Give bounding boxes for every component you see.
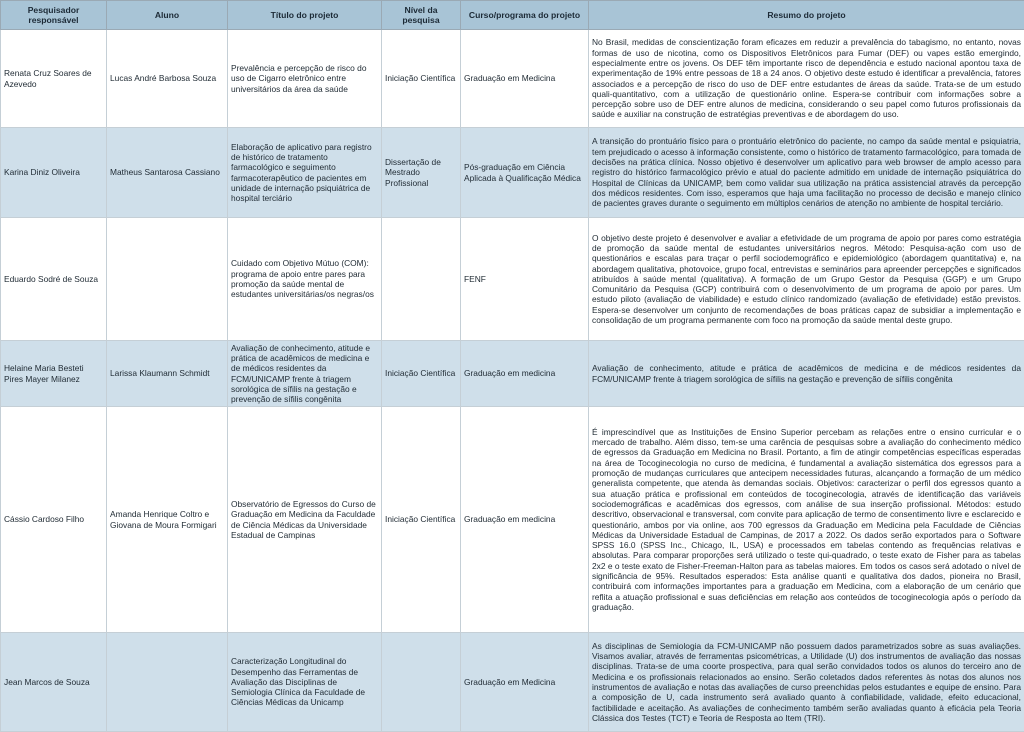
table-row bbox=[1, 407, 1024, 633]
table-body bbox=[1, 30, 1024, 732]
cell-pesquisador: Helaine Maria Besteti Pires Mayer Milanez bbox=[1, 341, 107, 407]
table-row bbox=[1, 30, 1024, 128]
cell-titulo: Caracterização Longitudinal do Desempenho das Ferramentas de Avaliação das Disciplinas de Semiologia Clínica da Faculdade de Ciências Médicas da Unicamp bbox=[228, 633, 382, 732]
cell-nivel bbox=[382, 218, 461, 341]
cell-nivel: Iniciação Científica bbox=[382, 407, 461, 633]
cell-aluno: Matheus Santarosa Cassiano bbox=[107, 128, 228, 218]
cell-resumo: Avaliação de conhecimento, atitude e prática de acadêmicos de medicina e de médicos residentes da FCM/UNICAMP frente à triagem sorológica de sífilis na gestação e prevenção de sífilis congênita bbox=[589, 341, 1024, 407]
cell-aluno bbox=[107, 218, 228, 341]
table-row bbox=[1, 218, 1024, 341]
cell-curso: FENF bbox=[461, 218, 589, 341]
table-row bbox=[1, 128, 1024, 218]
cell-aluno: Amanda Henrique Coltro e Giovana de Moura Formigari bbox=[107, 407, 228, 633]
table-row bbox=[1, 341, 1024, 407]
cell-titulo: Prevalência e percepção de risco do uso de Cigarro eletrônico entre universitários da área da saúde bbox=[228, 30, 382, 128]
cell-pesquisador: Eduardo Sodré de Souza bbox=[1, 218, 107, 341]
cell-resumo: As disciplinas de Semiologia da FCM-UNICAMP não possuem dados parametrizados sobre as suas avaliações. Visamos avaliar, através de ferramentas psicométricas, a Utilidade (U) dos instrumentos de avaliação das nossas disciplinas. Trata-se de uma coorte prospectiva, para qual serão convidados todos os alunos do terceiro ano de Medicina e os profissionais relacionados ao ensino. Serão coletados dados referentes às notas dos alunos nos instrumentos de avaliação e notas das avaliações de curso preenchidas pelos estudantes e equipe de ensino. Para a composição de U, cada instrumento será avaliado quanto à confiabilidade, validade, efeito educacional, factibilidade e aceitação. As avaliações de conhecimento também serão avaliadas quanto à eficácia pela Teoria Clássica dos Testes (TCT) e Teoria de Resposta ao Item (TRI). bbox=[589, 633, 1024, 732]
cell-curso: Graduação em medicina bbox=[461, 407, 589, 633]
cell-pesquisador: Jean Marcos de Souza bbox=[1, 633, 107, 732]
cell-titulo: Cuidado com Objetivo Mútuo (COM): programa de apoio entre pares para promoção da saúde mental de estudantes universitárias/os negras/os bbox=[228, 218, 382, 341]
cell-nivel bbox=[382, 633, 461, 732]
header-resumo: Resumo do projeto bbox=[589, 1, 1024, 30]
cell-aluno: Larissa Klaumann Schmidt bbox=[107, 341, 228, 407]
header-nivel: Nível da pesquisa bbox=[382, 1, 461, 30]
header-curso: Curso/programa do projeto bbox=[461, 1, 589, 30]
cell-resumo: É imprescindível que as Instituições de Ensino Superior percebam as relações entre o ensino curricular e o mercado de trabalho. Além disso, tem-se uma carência de pesquisas sobre a avaliação do conhecimento médico de egressos da Graduação em Medicina no Brasil. Portanto, a fim de atingir competências específicas esperadas na área de Tocoginecologia no curso de medicina, é fundamental a avaliação sistemática dos egressos para a promoção de mudanças curriculares que antecipem necessidades futuras, alcançando a formação de um médico generalista competente, que atenda às demandas sociais. Objetivos: caracterizar o perfil dos egressos quanto a sua atuação prática e profissional em conteúdos de tocoginecologia, através de identificação das variáveis sociodemográficas e acadêmicas dos egressos, com análise de sua inserção profissional. Métodos: estudo descritivo, observacional e transversal, com convite para aplicação de termo de consentimento livre e esclarecido e questionário, ambos por via online, aos 700 egressos da Graduação em Medicina pela Faculdade de Ciências Médicas da Universidade Estadual de Campinas, de 2017 a 2022. Os dados serão exportados para o Software SPSS 16.0 (SPSS Inc., Chicago, IL, USA) e processados em tabelas contendo as frequências relativas e absolutas. Para comparar proporções será utilizado o teste qui-quadrado, o teste exato de Fisher para as tabelas 2x2 e o teste exato de Fisher-Freeman-Halton para as tabelas maiores. Em todos os casos será adotado o nível de significância de 95%. Resultados esperados: Esta análise quanti e qualitativa dos dados, pioneira no Brasil, contribuirá com informações importantes para a graduação em Medicina, com a elaboração de um cenário que reflita a atuação profissional e suas deficiências em relação aos conteúdos de tocoginecologia após o período da graduação. bbox=[589, 407, 1024, 633]
cell-nivel: Iniciação Científica bbox=[382, 341, 461, 407]
cell-curso: Pós-graduação em Ciência Aplicada à Qualificação Médica bbox=[461, 128, 589, 218]
table-row bbox=[1, 633, 1024, 732]
cell-pesquisador: Karina Diniz Oliveira bbox=[1, 128, 107, 218]
cell-aluno: Lucas André Barbosa Souza bbox=[107, 30, 228, 128]
header-titulo: Título do projeto bbox=[228, 1, 382, 30]
cell-titulo: Avaliação de conhecimento, atitude e prática de acadêmicos de medicina e de médicos residentes da FCM/UNICAMP frente à triagem sorológica de sífilis na gestação e prevenção de sífilis congênita bbox=[228, 341, 382, 407]
cell-resumo: O objetivo deste projeto é desenvolver e avaliar a efetividade de um programa de apoio por pares como estratégia de promoção da saúde mental de estudantes universitários negros. Método: Pesquisa-ação com uso de questionários e escalas para traçar o perfil sociodemográfico e epidemiológico (abordagem quantitativa) e, na abordagem qualitativa, photovoice, grupo focal, entrevistas e seminários para apreender percepções e significados atribuídos à saúde mental (qualitativa). A formação de um Grupo Gestor da Pesquisa (GGP) e um Grupo Comunitário da Pesquisa (GCP) contribuirá com o desenvolvimento de um programa de apoio por pares. Um estudo piloto (avaliação de viabilidade) e estudo clínico randomizado (avaliação de efetividade) estão previstos. Espera-se desenvolver um conjunto de recomendações de boas práticas capaz de subsidiar a implementação e consolidação de um programa permanente com foco na promoção da saúde mental deste grupo. bbox=[589, 218, 1024, 341]
cell-curso: Graduação em Medicina bbox=[461, 30, 589, 128]
cell-titulo: Observatório de Egressos do Curso de Graduação em Medicina da Faculdade de Ciência Médicas da Universidade Estadual de Campinas bbox=[228, 407, 382, 633]
cell-nivel: Dissertação de Mestrado Profissional bbox=[382, 128, 461, 218]
header-row bbox=[1, 1, 1024, 30]
cell-resumo: A transição do prontuário físico para o prontuário eletrônico do paciente, no campo da saúde mental e psiquiatria, tem prejudicado o acesso à informação consistente, como o histórico de tratamento farmacológico, para tomada de decisões na prática clínica. Nosso objetivo é desenvolver um aplicativo para web browser de amplo acesso para registro do histórico farmacológico prévio e atual do paciente admitido em unidade de internação psiquiátrica do Hospital de Clínicas da UNICAMP, bem como validar sua utilização na prática assistencial através da percepção dos médicos residentes. Com isso, esperamos que haja uma facilitação no processo de decisão e manejo clínico de pacientes graves durante o seguimento em múltiplos cenários de atenção no ambiente de hospital terciário. bbox=[589, 128, 1024, 218]
header-pesquisador: Pesquisador responsável bbox=[1, 1, 107, 30]
cell-curso: Graduação em medicina bbox=[461, 341, 589, 407]
table-header bbox=[1, 1, 1024, 30]
cell-aluno bbox=[107, 633, 228, 732]
cell-resumo: No Brasil, medidas de conscientização foram eficazes em reduzir a prevalência do tabagismo, no entanto, novas formas de uso de nicotina, como os Dispositivos Eletrônicos para Fumar (DEF) ou vapes estão emergindo, especialmente entre os jovens. Os DEF têm importante risco de dependência e estudo nacional apontou taxa de experimentação de 19% entre pessoas de 18 a 24 anos. O objetivo deste estudo é identificar a prevalência, fatores associados e a percepção de risco do uso de DEF entre estudantes de áreas da saúde. Trata-se de um estudo quali-quantitativo, com a utilização de questionário online. Espera-se contribuir com informações sobre a percepção sobre uso de DEF entre alunos de medicina, considerando o seu papel como futuros profissionais da saúde e auxiliar na construção de estratégias preventivas e de abordagem do uso. bbox=[589, 30, 1024, 128]
cell-pesquisador: Cássio Cardoso Filho bbox=[1, 407, 107, 633]
cell-curso: Graduação em Medicina bbox=[461, 633, 589, 732]
cell-titulo: Elaboração de aplicativo para registro de histórico de tratamento farmacológico e seguimento farmacoterapêutico de pacientes em unidade de internação psiquiátrica de hospital terciário bbox=[228, 128, 382, 218]
header-aluno: Aluno bbox=[107, 1, 228, 30]
cell-pesquisador: Renata Cruz Soares de Azevedo bbox=[1, 30, 107, 128]
cell-nivel: Iniciação Científica bbox=[382, 30, 461, 128]
